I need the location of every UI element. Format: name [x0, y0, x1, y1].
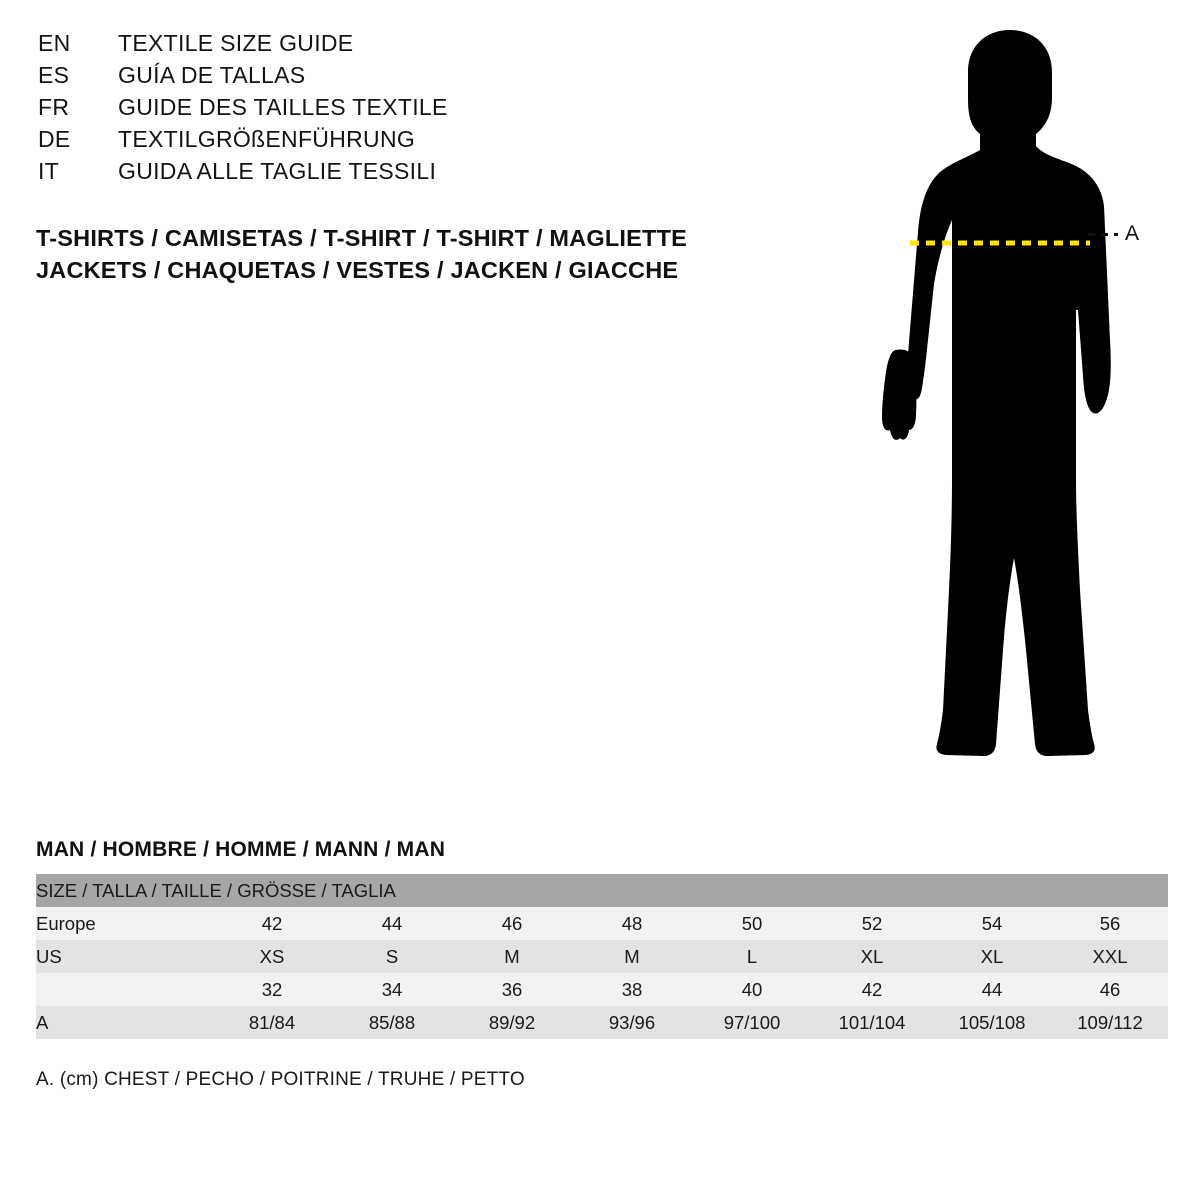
table-cell: 105/108: [932, 1006, 1052, 1039]
language-text: GUÍA DE TALLAS: [118, 62, 306, 88]
size-table-section: [36, 838, 1168, 1091]
table-cell: M: [452, 940, 572, 973]
table-cell: 44: [932, 973, 1052, 1006]
table-row: [36, 940, 1168, 973]
table-cell: XS: [212, 940, 332, 973]
table-header-row: [36, 874, 1168, 907]
table-row: [36, 973, 1168, 1006]
table-cell: 46: [452, 907, 572, 940]
language-header-block: [38, 30, 738, 190]
row-label: [36, 973, 212, 1006]
table-cell: 52: [812, 907, 932, 940]
row-label: US: [36, 940, 212, 973]
table-cell: 81/84: [212, 1006, 332, 1039]
garment-line-tshirts: T-SHIRTS / CAMISETAS / T-SHIRT / T-SHIRT / MAGLIETTE: [36, 225, 687, 251]
language-code: EN: [38, 30, 71, 56]
table-row: [36, 907, 1168, 940]
body-silhouette-figure: [820, 10, 1190, 800]
table-cell: 38: [572, 973, 692, 1006]
table-cell: 56: [1052, 907, 1168, 940]
table-footnote: A. (cm) CHEST / PECHO / POITRINE / TRUHE / PETTO: [36, 1069, 525, 1090]
table-cell: 109/112: [1052, 1006, 1168, 1039]
row-label: A: [36, 1006, 212, 1039]
language-code: FR: [38, 94, 70, 120]
table-cell: 46: [1052, 973, 1168, 1006]
language-row: [38, 62, 738, 94]
table-cell: 89/92: [452, 1006, 572, 1039]
table-cell: 36: [452, 973, 572, 1006]
table-cell: XXL: [1052, 940, 1168, 973]
chest-measure-leader-dashes: [1088, 233, 1118, 236]
table-cell: XL: [812, 940, 932, 973]
table-cell: 42: [812, 973, 932, 1006]
row-label: Europe: [36, 907, 212, 940]
table-cell: 34: [332, 973, 452, 1006]
table-cell: 54: [932, 907, 1052, 940]
table-cell: 97/100: [692, 1006, 812, 1039]
table-cell: 50: [692, 907, 812, 940]
table-cell: 32: [212, 973, 332, 1006]
male-silhouette-icon: [820, 10, 1190, 800]
table-cell: 40: [692, 973, 812, 1006]
table-cell: 101/104: [812, 1006, 932, 1039]
language-row: [38, 94, 738, 126]
table-cell: 85/88: [332, 1006, 452, 1039]
language-code: DE: [38, 126, 71, 152]
language-row: [38, 158, 738, 190]
table-cell: XL: [932, 940, 1052, 973]
table-header-label: SIZE / TALLA / TAILLE / GRÖSSE / TAGLIA: [36, 874, 1168, 907]
garment-type-list: [36, 222, 687, 286]
table-section-title: MAN / HOMBRE / HOMME / MANN / MAN: [36, 838, 446, 861]
table-row: [36, 1006, 1168, 1039]
language-text: TEXTILGRÖßENFÜHRUNG: [118, 126, 416, 152]
language-text: GUIDE DES TAILLES TEXTILE: [118, 94, 448, 120]
language-text: GUIDA ALLE TAGLIE TESSILI: [118, 158, 437, 184]
size-table: [36, 874, 1168, 1039]
garment-line-jackets: JACKETS / CHAQUETAS / VESTES / JACKEN / GIACCHE: [36, 257, 679, 283]
table-cell: 48: [572, 907, 692, 940]
language-row: [38, 126, 738, 158]
language-row: [38, 30, 738, 62]
table-cell: 93/96: [572, 1006, 692, 1039]
table-cell: 44: [332, 907, 452, 940]
chest-measure-line: [904, 228, 1104, 258]
table-cell: L: [692, 940, 812, 973]
language-code: IT: [38, 158, 60, 184]
chest-measure-label: A: [1125, 222, 1140, 245]
language-text: TEXTILE SIZE GUIDE: [118, 30, 354, 56]
table-cell: M: [572, 940, 692, 973]
table-cell: S: [332, 940, 452, 973]
language-code: ES: [38, 62, 70, 88]
table-cell: 42: [212, 907, 332, 940]
